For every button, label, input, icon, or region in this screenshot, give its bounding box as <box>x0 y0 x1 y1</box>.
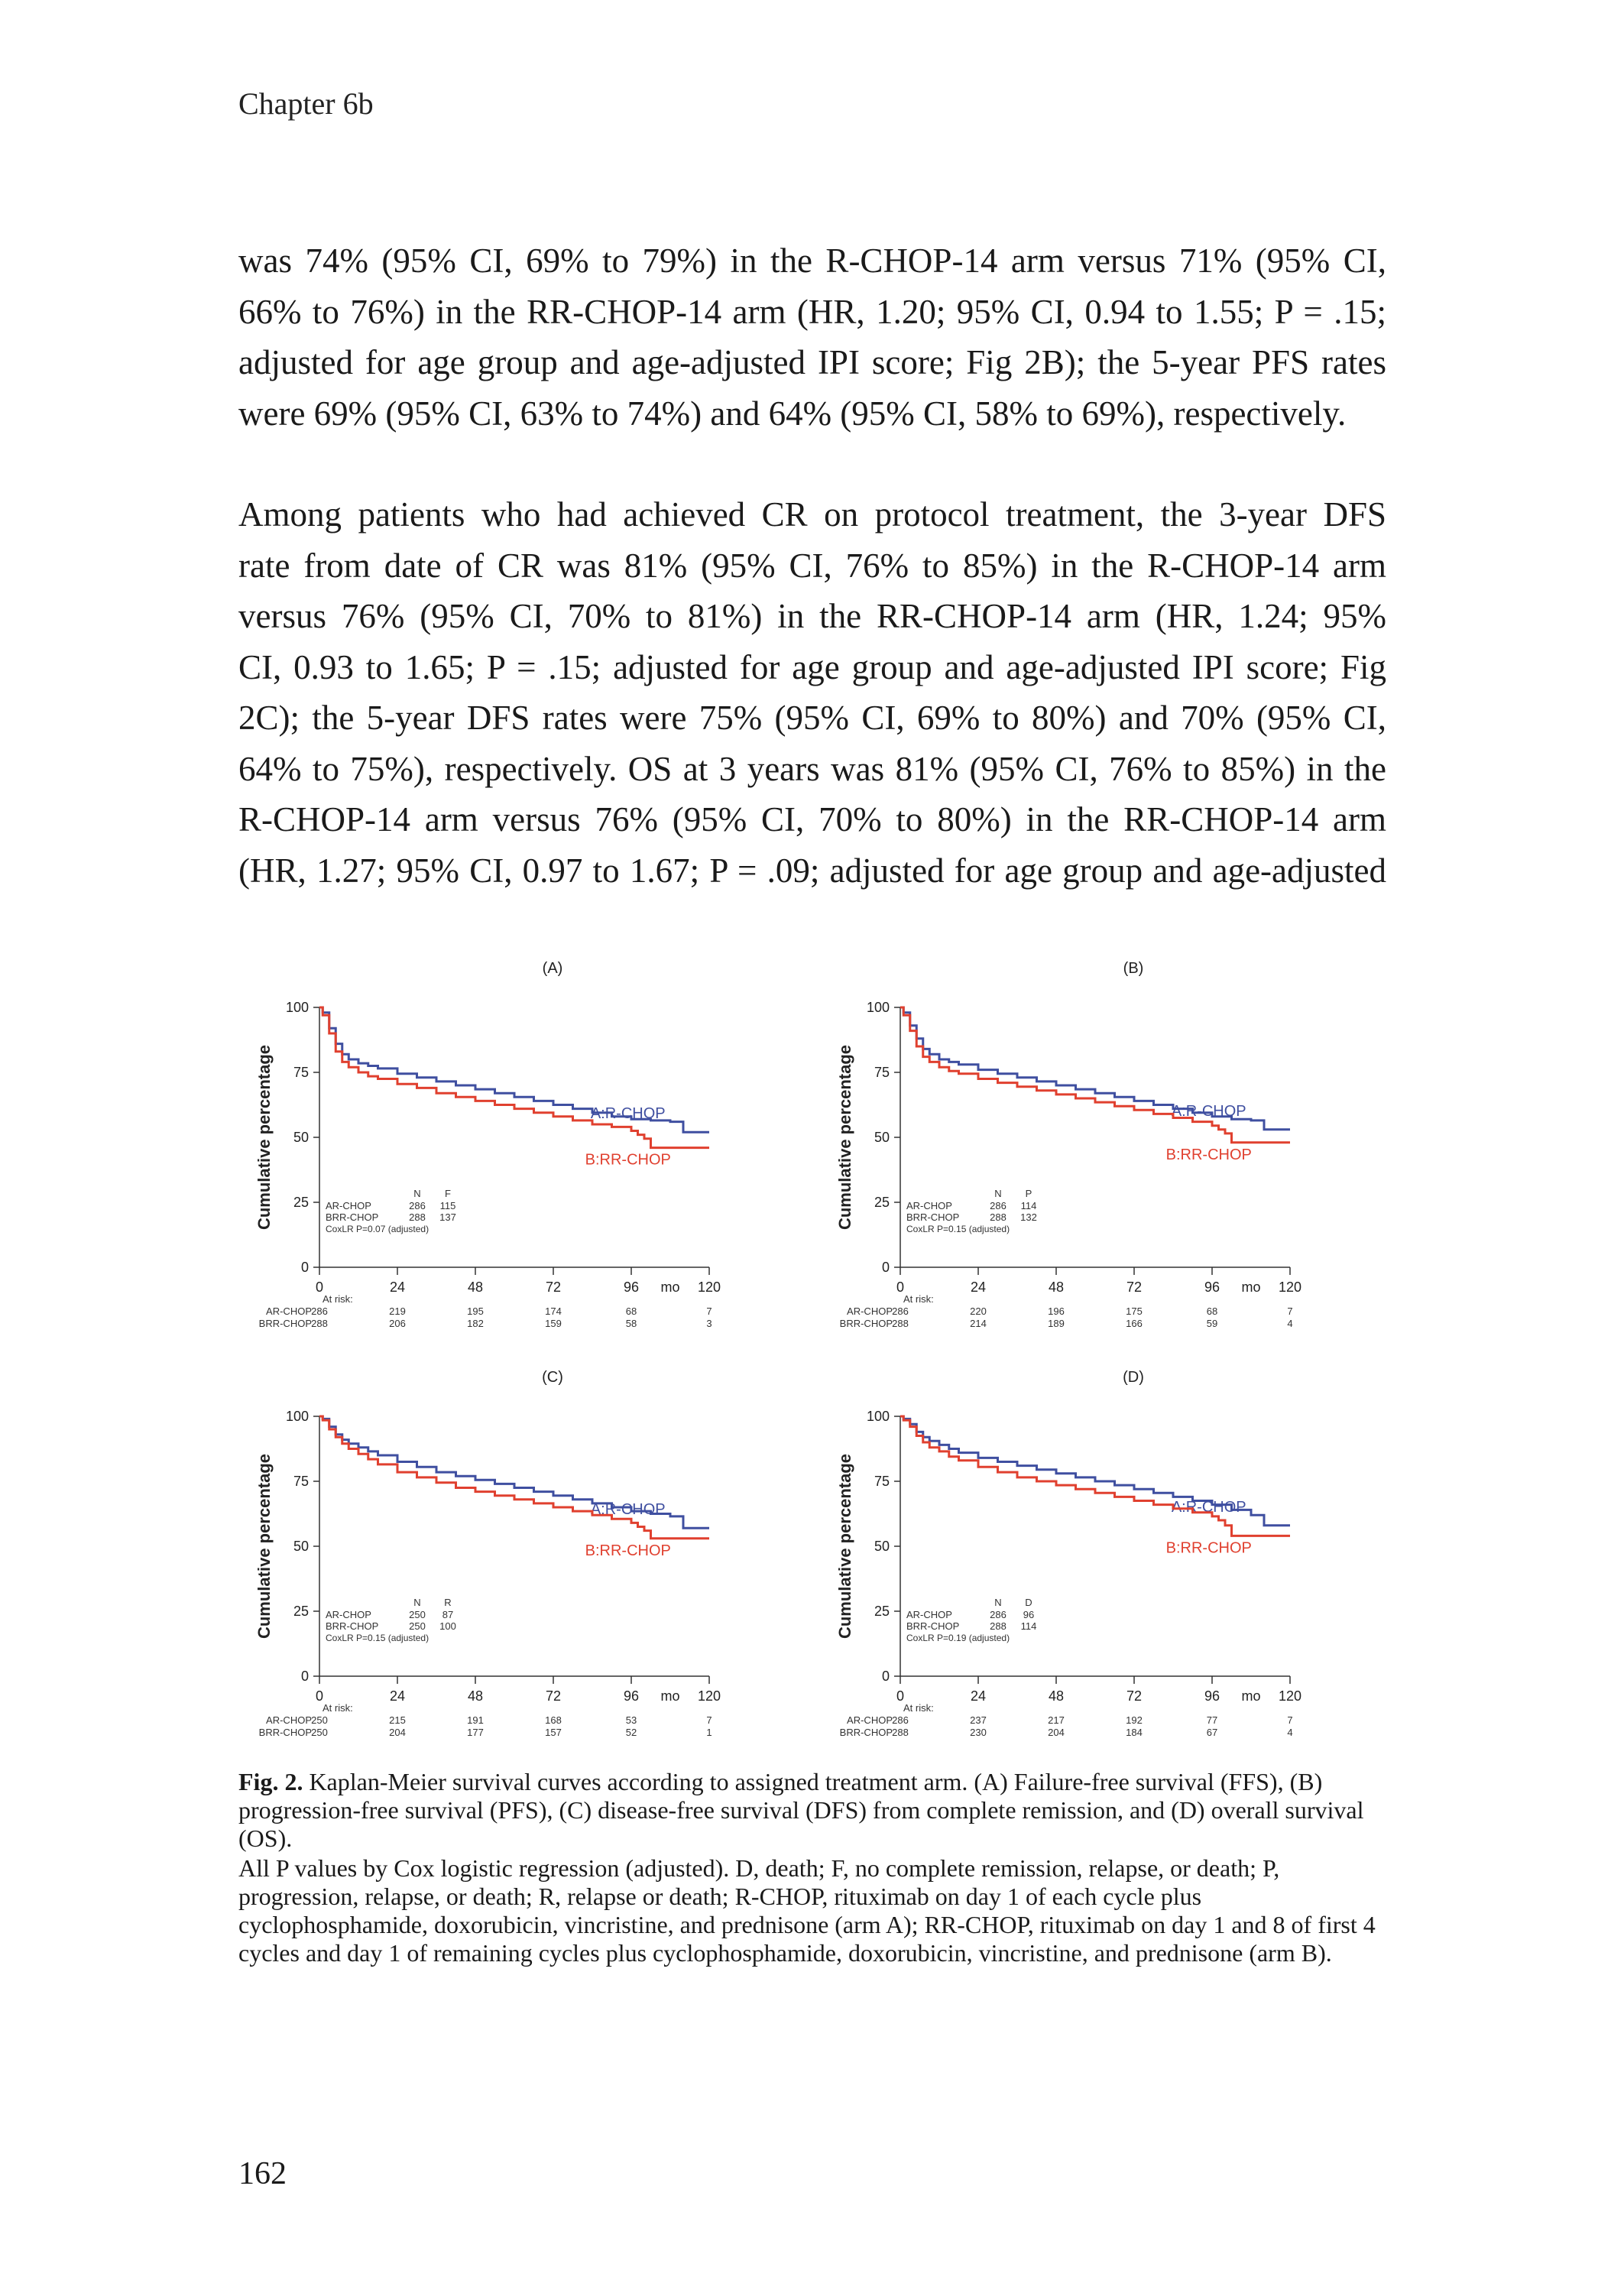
figure-label: Fig. 2. <box>238 1768 303 1795</box>
curve-arm-b <box>319 1416 709 1539</box>
y-tick-label: 25 <box>293 1604 309 1619</box>
stats-arm: BRR-CHOP <box>326 1211 379 1223</box>
at-risk-value: 7 <box>1287 1305 1293 1317</box>
page-number: 162 <box>238 2156 287 2191</box>
at-risk-label: At risk: <box>323 1702 353 1714</box>
at-risk-value: 288 <box>892 1318 909 1329</box>
x-unit-label: mo <box>1241 1279 1261 1295</box>
text-line: were 69% (95% CI, 63% to 74%) and 64% (95% CI, 58% to 69%), respectively. <box>238 394 1347 433</box>
y-tick-label: 0 <box>300 1669 309 1684</box>
stats-n: 286 <box>990 1609 1006 1620</box>
at-risk-value: 7 <box>706 1714 712 1726</box>
stats-header: N <box>413 1188 421 1199</box>
stats-test: CoxLR P=0.07 (adjusted) <box>326 1224 430 1234</box>
stats-test: CoxLR P=0.19 (adjusted) <box>906 1633 1010 1643</box>
text-line: rate from date of CR was 81% (95% CI, 76% to 85%) in the R-CHOP-14 arm <box>238 546 1386 585</box>
body-paragraph-1 <box>238 235 1386 439</box>
y-tick-label: 100 <box>866 1000 890 1015</box>
at-risk-value: 220 <box>970 1305 987 1317</box>
figure-caption <box>238 1768 1386 1853</box>
curve-arm-b <box>900 1416 1290 1536</box>
stats-test: CoxLR P=0.15 (adjusted) <box>326 1633 430 1643</box>
stats-test: CoxLR P=0.15 (adjusted) <box>906 1224 1010 1234</box>
at-risk-value: 217 <box>1048 1714 1065 1726</box>
y-tick-label: 50 <box>874 1130 890 1145</box>
text-line: Among patients who had achieved CR on protocol treatment, the 3-year DFS <box>238 495 1386 534</box>
x-tick-label: 120 <box>697 1279 721 1295</box>
figure-caption-text: Kaplan-Meier survival curves according to assigned treatment arm. (A) Failure-free survival (FFS), (B) progression-free survival (PFS), (C) disease-free survival (DFS) from complete remission, and (D) overall survival (OS). <box>238 1768 1364 1852</box>
stats-events: 114 <box>1020 1200 1037 1211</box>
x-tick-label: 48 <box>1048 1688 1065 1704</box>
series-label-arm-b: B:RR-CHOP <box>585 1542 671 1559</box>
at-risk-value: 286 <box>892 1714 909 1726</box>
at-risk-value: 191 <box>467 1714 484 1726</box>
at-risk-value: 67 <box>1206 1727 1218 1738</box>
at-risk-arm: AR-CHOP <box>847 1714 893 1726</box>
at-risk-label: At risk: <box>903 1702 934 1714</box>
at-risk-value: 237 <box>970 1714 987 1726</box>
x-tick-label: 24 <box>389 1688 406 1704</box>
text-line: (HR, 1.27; 95% CI, 0.97 to 1.67; P = .09; adjusted for age group and age-adjusted <box>238 851 1386 890</box>
at-risk-value: 52 <box>625 1727 637 1738</box>
series-label-arm-a: A:R-CHOP <box>590 1501 666 1519</box>
x-tick-label: 72 <box>1126 1279 1143 1295</box>
x-tick-label: 0 <box>896 1279 905 1295</box>
y-axis-label: Cumulative percentage <box>254 1453 274 1639</box>
panel-label: (A) <box>542 960 563 977</box>
y-tick-label: 100 <box>866 1409 890 1424</box>
y-tick-label: 50 <box>293 1130 309 1145</box>
y-tick-label: 0 <box>881 1669 890 1684</box>
x-tick-label: 48 <box>467 1688 484 1704</box>
stats-n: 250 <box>409 1609 426 1620</box>
stats-n: 250 <box>409 1620 426 1632</box>
at-risk-value: 192 <box>1126 1714 1143 1726</box>
at-risk-value: 214 <box>970 1318 987 1329</box>
stats-arm: BRR-CHOP <box>906 1211 960 1223</box>
text-line: 66% to 76%) in the RR-CHOP-14 arm (HR, 1.20; 95% CI, 0.94 to 1.55; P = .15; <box>238 292 1386 331</box>
x-tick-label: 96 <box>623 1688 640 1704</box>
x-unit-label: mo <box>1241 1688 1261 1704</box>
at-risk-arm: BRR-CHOP <box>258 1727 312 1738</box>
series-label-arm-a: A:R-CHOP <box>1171 1102 1246 1120</box>
text-line: 2C); the 5-year DFS rates were 75% (95% CI, 69% to 80%) and 70% (95% CI, <box>238 699 1386 737</box>
x-tick-label: 72 <box>545 1279 562 1295</box>
at-risk-arm: AR-CHOP <box>847 1305 893 1317</box>
y-tick-label: 75 <box>293 1065 309 1080</box>
stats-header: P <box>1025 1188 1032 1199</box>
at-risk-value: 286 <box>311 1305 328 1317</box>
x-tick-label: 72 <box>1126 1688 1143 1704</box>
series-label-arm-b: B:RR-CHOP <box>585 1151 671 1169</box>
text-line: versus 76% (95% CI, 70% to 81%) in the RR-CHOP-14 arm (HR, 1.24; 95% <box>238 597 1386 635</box>
stats-arm: AR-CHOP <box>906 1200 952 1211</box>
at-risk-value: 189 <box>1048 1318 1065 1329</box>
x-tick-label: 96 <box>1204 1688 1220 1704</box>
at-risk-value: 250 <box>311 1714 328 1726</box>
text-line: was 74% (95% CI, 69% to 79%) in the R-CHOP-14 arm versus 71% (95% CI, <box>238 242 1386 280</box>
panel-label: (C) <box>542 1369 563 1386</box>
stats-events: 137 <box>439 1211 456 1223</box>
stats-n: 286 <box>990 1200 1006 1211</box>
at-risk-value: 174 <box>545 1305 562 1317</box>
stats-arm: AR-CHOP <box>906 1609 952 1620</box>
x-tick-label: 96 <box>623 1279 640 1295</box>
at-risk-value: 219 <box>389 1305 406 1317</box>
series-label-arm-a: A:R-CHOP <box>590 1105 666 1123</box>
at-risk-value: 58 <box>625 1318 637 1329</box>
stats-events: 132 <box>1020 1211 1037 1223</box>
y-tick-label: 50 <box>293 1539 309 1554</box>
stats-n: 288 <box>990 1211 1006 1223</box>
stats-header: N <box>413 1597 421 1608</box>
y-tick-label: 75 <box>874 1065 890 1080</box>
x-tick-label: 24 <box>389 1279 406 1295</box>
at-risk-value: 1 <box>706 1727 712 1738</box>
stats-n: 286 <box>409 1200 426 1211</box>
at-risk-value: 166 <box>1126 1318 1143 1329</box>
stats-arm: BRR-CHOP <box>326 1620 379 1632</box>
at-risk-value: 286 <box>892 1305 909 1317</box>
y-axis-label: Cumulative percentage <box>254 1044 274 1231</box>
running-head: Chapter 6b <box>238 86 374 121</box>
stats-n: 288 <box>990 1620 1006 1632</box>
at-risk-value: 184 <box>1126 1727 1143 1738</box>
at-risk-value: 4 <box>1287 1727 1293 1738</box>
text-line: 64% to 75%), respectively. OS at 3 years was 81% (95% CI, 76% to 85%) in the <box>238 749 1386 788</box>
text-line: adjusted for age group and age-adjusted IPI score; Fig 2B); the 5-year PFS rates <box>238 343 1386 381</box>
stats-events: 96 <box>1023 1609 1035 1620</box>
y-axis-label: Cumulative percentage <box>835 1044 854 1231</box>
text-line: R-CHOP-14 arm versus 76% (95% CI, 70% to 80%) in the RR-CHOP-14 arm <box>238 800 1386 838</box>
stats-arm: AR-CHOP <box>326 1609 371 1620</box>
series-label-arm-a: A:R-CHOP <box>1171 1498 1246 1516</box>
series-label-arm-b: B:RR-CHOP <box>1165 1146 1252 1163</box>
at-risk-value: 196 <box>1048 1305 1065 1317</box>
series-label-arm-b: B:RR-CHOP <box>1165 1539 1252 1557</box>
chart-panel-a <box>243 946 824 1340</box>
at-risk-value: 7 <box>706 1305 712 1317</box>
at-risk-value: 68 <box>1206 1305 1218 1317</box>
x-tick-label: 0 <box>315 1688 324 1704</box>
stats-events: 100 <box>439 1620 456 1632</box>
at-risk-label: At risk: <box>323 1293 353 1305</box>
stats-header: N <box>994 1188 1002 1199</box>
at-risk-value: 7 <box>1287 1714 1293 1726</box>
text-line: CI, 0.93 to 1.65; P = .15; adjusted for age group and age-adjusted IPI score; Fig <box>238 647 1386 686</box>
at-risk-arm: AR-CHOP <box>266 1305 312 1317</box>
at-risk-value: 53 <box>625 1714 637 1726</box>
chart-panel-b <box>824 946 1405 1340</box>
x-tick-label: 48 <box>1048 1279 1065 1295</box>
at-risk-value: 157 <box>545 1727 562 1738</box>
y-tick-label: 25 <box>293 1195 309 1210</box>
x-unit-label: mo <box>660 1279 680 1295</box>
stats-header: D <box>1025 1597 1032 1608</box>
x-tick-label: 0 <box>896 1688 905 1704</box>
at-risk-arm: BRR-CHOP <box>839 1727 893 1738</box>
stats-n: 288 <box>409 1211 426 1223</box>
at-risk-value: 77 <box>1206 1714 1218 1726</box>
at-risk-value: 68 <box>625 1305 637 1317</box>
chart-panel-c <box>243 1355 824 1749</box>
at-risk-value: 177 <box>467 1727 484 1738</box>
at-risk-value: 206 <box>389 1318 406 1329</box>
stats-header: N <box>994 1597 1002 1608</box>
x-tick-label: 120 <box>697 1688 721 1704</box>
at-risk-value: 175 <box>1126 1305 1143 1317</box>
x-unit-label: mo <box>660 1688 680 1704</box>
at-risk-value: 250 <box>311 1727 328 1738</box>
stats-events: 87 <box>442 1609 454 1620</box>
at-risk-value: 159 <box>545 1318 562 1329</box>
y-tick-label: 0 <box>300 1260 309 1275</box>
stats-header: F <box>445 1188 451 1199</box>
at-risk-value: 288 <box>892 1727 909 1738</box>
at-risk-value: 3 <box>706 1318 712 1329</box>
curve-arm-b <box>900 1007 1290 1143</box>
x-tick-label: 0 <box>315 1279 324 1295</box>
at-risk-value: 288 <box>311 1318 328 1329</box>
y-axis-label: Cumulative percentage <box>835 1453 854 1639</box>
stats-header: R <box>444 1597 452 1608</box>
x-tick-label: 120 <box>1278 1279 1302 1295</box>
at-risk-value: 182 <box>467 1318 484 1329</box>
x-tick-label: 24 <box>970 1279 987 1295</box>
stats-events: 115 <box>439 1200 456 1211</box>
at-risk-arm: BRR-CHOP <box>258 1318 312 1329</box>
at-risk-value: 230 <box>970 1727 987 1738</box>
y-tick-label: 100 <box>285 1000 309 1015</box>
figure-note: All P values by Cox logistic regression (adjusted). D, death; F, no complete remission, relapse, or death; P, progression, relapse, or death; R, relapse or death; R-CHOP, rituximab on day 1 of each cycle plus cyclophosphamide, doxorubicin, vincristine, and prednisone (arm A); RR-CHOP, rituximab on day 1 and 8 of first 4 cycles and day 1 of remaining cycles plus cyclophosphamide, doxorubicin, vincristine, and prednisone (arm B). <box>238 1854 1376 1967</box>
y-tick-label: 25 <box>874 1604 890 1619</box>
chart-panel-d <box>824 1355 1405 1749</box>
y-tick-label: 100 <box>285 1409 309 1424</box>
x-tick-label: 24 <box>970 1688 987 1704</box>
y-tick-label: 75 <box>874 1474 890 1489</box>
x-tick-label: 48 <box>467 1279 484 1295</box>
curve-arm-b <box>319 1007 709 1148</box>
y-tick-label: 0 <box>881 1260 890 1275</box>
at-risk-value: 204 <box>389 1727 406 1738</box>
x-tick-label: 120 <box>1278 1688 1302 1704</box>
y-tick-label: 25 <box>874 1195 890 1210</box>
stats-arm: AR-CHOP <box>326 1200 371 1211</box>
at-risk-arm: BRR-CHOP <box>839 1318 893 1329</box>
at-risk-value: 195 <box>467 1305 484 1317</box>
panel-label: (D) <box>1123 1369 1144 1386</box>
stats-arm: BRR-CHOP <box>906 1620 960 1632</box>
at-risk-value: 59 <box>1206 1318 1218 1329</box>
at-risk-value: 204 <box>1048 1727 1065 1738</box>
at-risk-label: At risk: <box>903 1293 934 1305</box>
y-tick-label: 75 <box>293 1474 309 1489</box>
panel-label: (B) <box>1123 960 1144 977</box>
at-risk-value: 215 <box>389 1714 406 1726</box>
x-tick-label: 96 <box>1204 1279 1220 1295</box>
at-risk-value: 168 <box>545 1714 562 1726</box>
y-tick-label: 50 <box>874 1539 890 1554</box>
body-paragraph-2 <box>238 489 1386 896</box>
at-risk-arm: AR-CHOP <box>266 1714 312 1726</box>
at-risk-value: 4 <box>1287 1318 1293 1329</box>
stats-events: 114 <box>1020 1620 1037 1632</box>
x-tick-label: 72 <box>545 1688 562 1704</box>
